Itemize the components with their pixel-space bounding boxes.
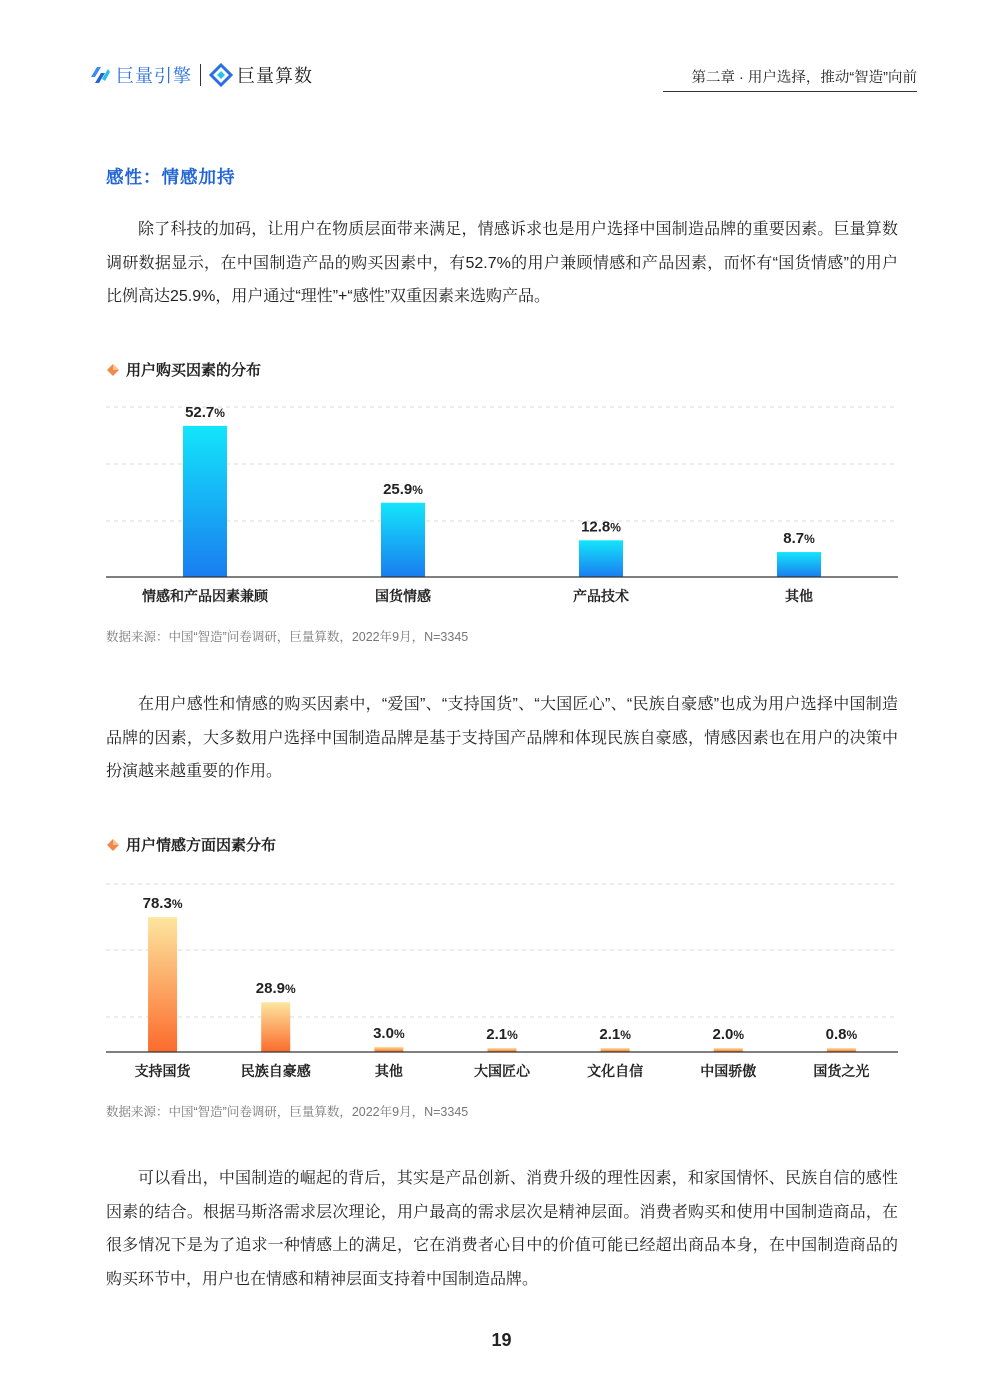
chart2-bar [261, 1002, 290, 1052]
chart1-title-text: 用户购买因素的分布 [126, 362, 262, 379]
chart1-bar [777, 552, 821, 577]
chart2-bar [374, 1047, 403, 1052]
header-logo-group [88, 62, 313, 88]
paragraph-3: 可以看出，中国制造的崛起的背后，其实是产品创新、消费升级的理性因素，和家国情怀、民族自信的感性因素的结合。根据马斯洛需求层次理论，用户最高的需求层次是精神层面。消费者购买和使用中国制造商品，在很多情况下是为了追求一种情感上的满足，它在消费者心目中的价值可能已经超出商品本身，在中国制造商品的购买环节中，用户也在情感和精神层面支持着中国制造品牌。 [106, 1170, 898, 1288]
chart1-bars [183, 426, 821, 577]
chart-bullet-icon [106, 838, 120, 852]
logo-left-text: 巨量引擎 [116, 66, 192, 86]
chart2-category-label: 民族自豪感 [240, 1063, 311, 1079]
chart2-category-label: 国货之光 [813, 1063, 870, 1079]
chart2-category-label: 中国骄傲 [700, 1063, 757, 1079]
paragraph-1: 除了科技的加码，让用户在物质层面带来满足，情感诉求也是用户选择中国制造品牌的重要因素。巨量算数调研数据显示，在中国制造产品的购买因素中，有52.7%的用户兼顾情感和产品因素，而怀有“国货情感”的用户比例高达25.9%，用户通过“理性”+“感性”双重因素来选购产品。 [106, 221, 898, 305]
chart1-value-label: 25.9% [383, 480, 423, 498]
chart2-category-label: 支持国货 [134, 1063, 191, 1079]
chapter-underline [663, 91, 917, 92]
chart1-bar [579, 540, 623, 577]
chart2-source: 数据来源：中国“智造”问卷调研，巨量算数，2022年9月，N=3345 [106, 1105, 469, 1119]
chart2-value-label: 2.1% [486, 1026, 518, 1043]
chart2-value-label: 28.9% [255, 980, 296, 998]
logo-divider [200, 64, 201, 86]
chart1-value-label: 12.8% [581, 518, 621, 536]
chart1-svg [0, 390, 1003, 615]
chart2-bar [148, 917, 177, 1052]
chart2-title-text: 用户情感方面因素分布 [126, 837, 277, 854]
chart1-category-label: 情感和产品因素兼顾 [142, 588, 268, 604]
chart1-value-label: 8.7% [783, 530, 815, 548]
chart2-gridlines [106, 884, 898, 1017]
chart2-value-label: 3.0% [373, 1024, 405, 1042]
ocean-engine-logo-icon [88, 63, 112, 87]
logo-right-text: 巨量算数 [237, 66, 313, 86]
chart2-category-label: 文化自信 [587, 1063, 644, 1079]
paragraph-2: 在用户感性和情感的购买因素中，“爱国”、“支持国货”、“大国匠心”、“民族自豪感”也成为用户选择中国制造品牌的因素，大多数用户选择中国制造品牌是基于支持国产品牌和体现民族自豪感，情感因素也在用户的决策中扮演越来越重要的作用。 [106, 696, 898, 780]
chart2-value-label: 0.8% [825, 1026, 858, 1043]
chart1-value-label: 52.7% [185, 403, 225, 421]
chart1-bar [183, 426, 227, 577]
chart2-title [106, 834, 276, 855]
chart2-svg [0, 870, 1003, 1095]
suanshu-logo-icon [209, 63, 233, 87]
chart1-category-label: 国货情感 [375, 588, 431, 604]
chart2-category-label: 大国匠心 [474, 1063, 530, 1079]
chart1-title [106, 359, 261, 380]
chart1-bar [381, 503, 425, 577]
chart1-category-label: 产品技术 [573, 588, 629, 604]
page-number: 19 [491, 1330, 512, 1350]
chart1-labels [141, 404, 815, 604]
chart2-value-label: 2.0% [712, 1026, 745, 1043]
chart1-source: 数据来源：中国“智造”问卷调研，巨量算数，2022年9月，N=3345 [106, 630, 469, 644]
chart1-category-label: 其他 [785, 588, 813, 604]
section-heading: 感性：情感加持 [106, 167, 236, 187]
chart2-value-label: 2.1% [599, 1026, 631, 1043]
chart2-category-label: 其他 [374, 1063, 403, 1079]
chapter-title: 第二章 · 用户选择，推动“智造”向前 [691, 70, 917, 86]
chart2-value-label: 78.3% [142, 895, 183, 913]
chart-bullet-icon [106, 363, 120, 377]
